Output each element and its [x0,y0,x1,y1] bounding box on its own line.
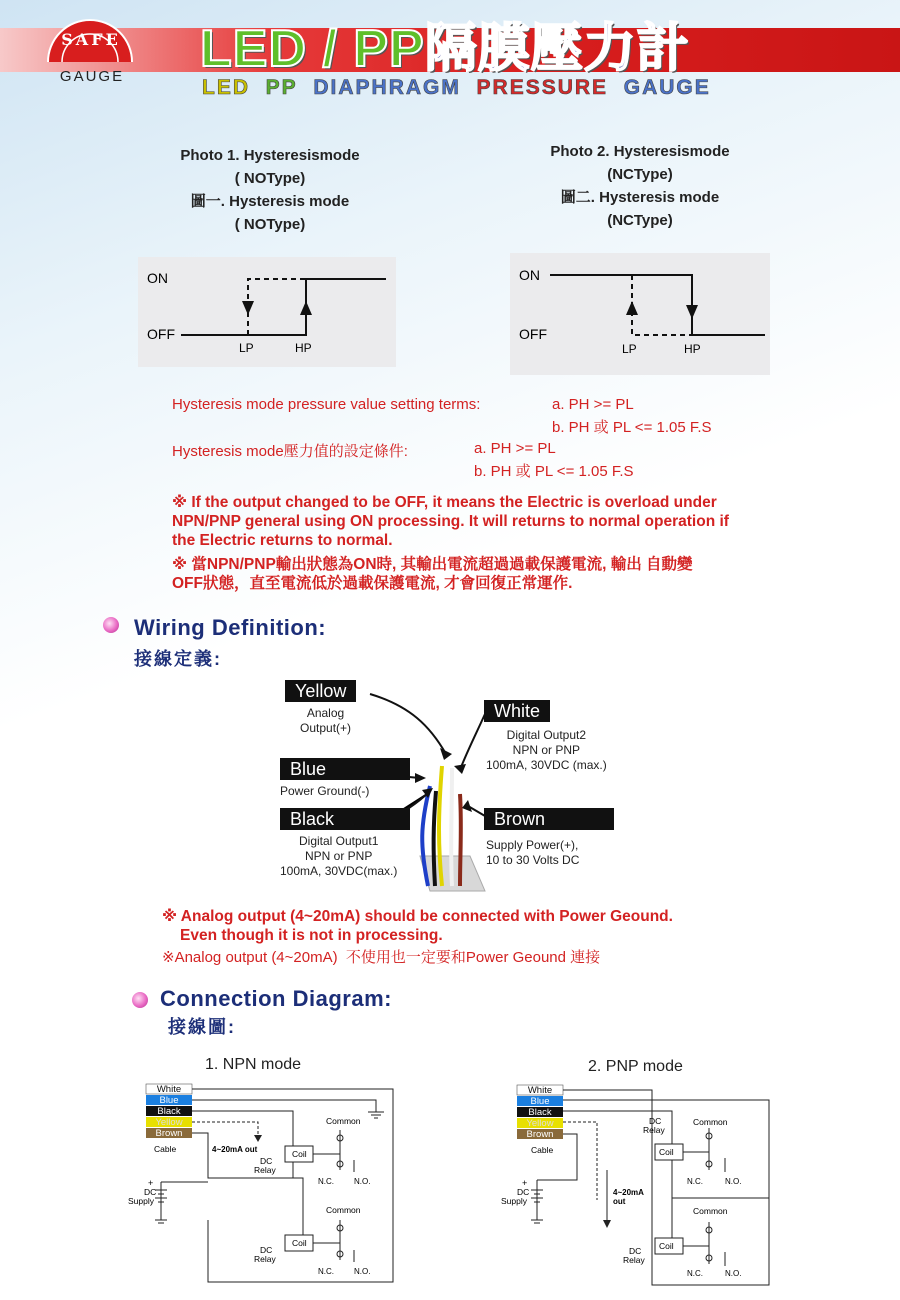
npn-out-label: 4~20mA out [212,1145,258,1154]
overload-note-en: ※ If the output changed to be OFF, it means the Electric is overload under NPN/PNP general using ON processing. It will returns to normal operation if the Electric returns to normal. [172,494,729,549]
brown-wire-label: Brown [484,808,614,830]
pnp-relay-1a: DC [649,1116,662,1126]
pnp-common-2: Common [693,1206,728,1216]
npn-relay-2a: DC [260,1245,273,1255]
black-wire-label: Black [280,808,410,830]
white-desc-2: NPN or PNP [512,743,581,757]
white-desc-1: Digital Output2 [506,728,587,742]
bullet-icon [132,992,148,1008]
yellow-wire-label: Yellow [285,680,356,702]
photo1-line1: Photo 1. Hysteresismode [180,147,360,164]
white-desc-3: 100mA, 30VDC (max.) [486,758,607,772]
no-lp-label: LP [239,341,254,355]
subtitle-pp: PP [265,76,298,99]
subtitle-gauge: GAUGE [623,76,711,99]
photo2-line4: (NCType) [607,212,673,229]
npn-coil-2: Coil [292,1238,307,1248]
wiring-subtitle: 接線定義: [134,649,222,669]
yellow-desc-1: Analog [306,706,345,720]
npn-no-1: N.O. [354,1177,371,1186]
hysteresis-nc-diagram [510,253,770,375]
npn-cable-yellow: Yellow [155,1117,183,1128]
pnp-common-1: Common [693,1117,728,1127]
pnp-out-label-2: out [613,1197,626,1206]
pnp-relay-2a: DC [629,1246,642,1256]
pnp-no-1: N.O. [725,1177,742,1186]
analog-note-cn: ※Analog output (4~20mA) 不使用也一定要和Power Geound 連接 [162,949,601,966]
npn-cable-blue: Blue [159,1095,179,1106]
brown-wire-desc [486,838,579,868]
terms-cn-a: a. PH >= PL [474,440,556,457]
terms-cn-b: b. PH 或 PL <= 1.05 F.S [474,463,634,480]
npn-supply-label: Supply [128,1196,154,1206]
pnp-cable-brown: Brown [526,1129,554,1140]
logo-top-text: SAFE [61,30,121,49]
yellow-wire-desc [300,706,351,736]
no-off-label: OFF [147,326,175,342]
terms-en-label: Hysteresis mode pressure value setting terms: [172,396,481,413]
terms-cn-label: Hysteresis mode壓力值的設定條件: [172,443,408,460]
npn-cable-brown: Brown [155,1128,183,1139]
nc-off-label: OFF [519,326,547,342]
npn-nc-1: N.C. [318,1177,334,1186]
subtitle-led: LED [202,76,250,99]
pnp-nc-2: N.C. [687,1269,703,1278]
overload-note-cn: ※ 當NPN/PNP輸出狀態為ON時, 其輸出電流超過過載保護電流, 輸出 自動變OFF狀態，直至電流低於過載保護電流, 才會回復正常運作. [172,556,693,592]
npn-cable-label: Cable [154,1144,177,1154]
nc-on-label: ON [519,267,540,283]
pnp-relay-1b: Relay [643,1125,665,1135]
page-title [200,6,690,81]
logo-bottom-text: GAUGE [59,68,125,85]
pnp-cable-blue: Blue [530,1096,550,1107]
yellow-desc-2: Output(+) [300,721,352,735]
photo1-line4: ( NOType) [234,216,306,233]
black-desc-2: NPN or PNP [305,849,373,863]
npn-plus: + [148,1178,154,1188]
npn-dc-label: DC [144,1187,157,1197]
pnp-out-label: 4~20mA [613,1188,644,1197]
npn-cable-white: White [156,1084,182,1095]
npn-no-2: N.O. [354,1267,371,1276]
npn-coil-1: Coil [292,1149,307,1159]
pnp-dc-label: DC [517,1187,530,1197]
photo2-line3: 圖二. Hysteresis mode [560,189,720,206]
photo1-caption [150,144,390,236]
analog-note-1: ※ Analog output (4~20mA) should be connected with Power Geound. [162,908,673,925]
npn-common-2: Common [326,1205,361,1215]
npn-relay-1a: DC [260,1156,273,1166]
title-led: LED / PP [200,20,425,78]
npn-relay-1b: Relay [254,1165,276,1175]
photo1-line3: 圖一. Hysteresis mode [190,193,350,210]
black-desc-3: 100mA, 30VDC(max.) [280,864,398,878]
pnp-mode-title: 2. PNP mode [588,1058,683,1075]
npn-cable-black: Black [157,1106,181,1117]
terms-en-a: a. PH >= PL [552,396,634,413]
terms-en-b: b. PH 或 PL <= 1.05 F.S [552,419,712,436]
blue-wire-desc: Power Ground(-) [280,784,370,798]
photo1-line2: ( NOType) [234,170,306,187]
wiring-title: Wiring Definition: [134,615,327,640]
hysteresis-no-diagram [138,257,396,367]
connection-subtitle: 接線圖: [168,1017,236,1037]
pnp-plus: + [522,1178,528,1188]
photo2-line1: Photo 2. Hysteresismode [550,143,730,160]
photo2-caption [520,140,760,232]
pnp-nc-1: N.C. [687,1177,703,1186]
white-wire-desc [486,728,607,773]
npn-connection-diagram [128,1080,408,1290]
pnp-coil-2: Coil [659,1241,674,1251]
nc-hp-label: HP [684,342,701,356]
white-wire-label: White [484,700,550,722]
subtitle-diaphragm: DIAPHRAGM [313,76,461,99]
pnp-connection-diagram [497,1080,777,1290]
pnp-cable-yellow: Yellow [526,1118,554,1129]
pnp-coil-1: Coil [659,1147,674,1157]
brown-desc-1: Supply Power(+), [486,838,579,852]
photo2-line2: (NCType) [607,166,673,183]
npn-common-1: Common [326,1116,361,1126]
black-wire-desc [280,834,397,879]
npn-relay-2b: Relay [254,1254,276,1264]
subtitle-pressure: PRESSURE [476,76,609,99]
page-subtitle [202,76,711,100]
pnp-relay-2b: Relay [623,1255,645,1265]
npn-mode-title: 1. NPN mode [205,1056,302,1073]
pnp-no-2: N.O. [725,1269,742,1278]
nc-lp-label: LP [622,342,637,356]
pnp-cable-black: Black [528,1107,552,1118]
pnp-cable-label: Cable [531,1145,554,1155]
pnp-supply-label: Supply [501,1196,527,1206]
pnp-cable-white: White [527,1085,553,1096]
title-cn: 隔膜壓力計 [424,20,690,78]
analog-note-2: Even though it is not in processing. [180,927,443,944]
brown-desc-2: 10 to 30 Volts DC [486,853,580,867]
no-hp-label: HP [295,341,312,355]
black-desc-1: Digital Output1 [298,834,379,848]
npn-nc-2: N.C. [318,1267,334,1276]
blue-wire-label: Blue [280,758,410,780]
no-on-label: ON [147,270,168,286]
connection-title: Connection Diagram: [160,986,392,1011]
bullet-icon [103,617,119,633]
